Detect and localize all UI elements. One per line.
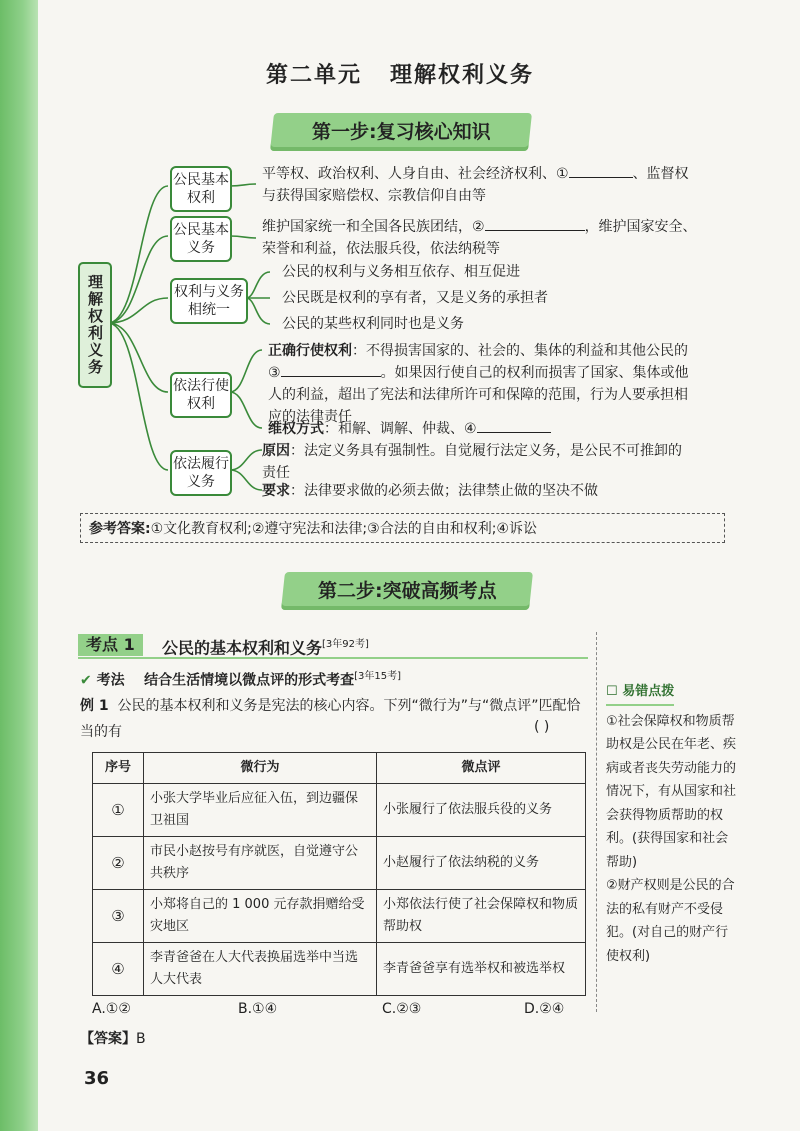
- table-row: [93, 943, 586, 996]
- node-rights-duties-unity: 权利与义务相统一: [170, 278, 248, 324]
- n4-text: [268, 340, 734, 428]
- branch-5: [108, 323, 168, 470]
- column-divider: [596, 632, 597, 1012]
- step2-text: 第二步:突破高频考点: [317, 580, 497, 602]
- sidebar-title: [606, 680, 674, 706]
- sidebar-para-2: ②财产权则是公民的合法的私有财产不受侵犯。(对自己的财产行使权利): [606, 878, 735, 964]
- leaf-5a: [230, 450, 262, 470]
- n5-text-3: ：法律要求做的必须去做；法律禁止做的坚决不做: [290, 483, 598, 499]
- reference-answer-box: [80, 513, 725, 543]
- leaf-5b: [230, 470, 262, 490]
- n4-text-2b: 。如果因行使自己的权利而损害了国家、集体或他: [380, 365, 689, 381]
- kaodian-title: [162, 634, 369, 659]
- n5-requirement: [262, 480, 598, 502]
- kaodian-header: [78, 632, 588, 658]
- page-number: 36: [84, 1068, 110, 1089]
- answer-value: B: [136, 1031, 146, 1047]
- example-text: 公民的基本权利和义务是宪法的核心内容。下列“微行为”与“微点评”匹配恰当的有: [80, 698, 581, 740]
- kaodian-underline: [78, 657, 588, 659]
- row-num: ④: [93, 943, 144, 996]
- kaofa-label: 考法: [96, 672, 125, 689]
- n4-text-3: 人的利益，超出了宪法和法律所许可和保障的范围，行为人要承担相: [268, 387, 688, 403]
- example-question: [80, 693, 590, 745]
- option-c[interactable]: C.②③: [382, 1001, 422, 1017]
- leaf-4a: [230, 350, 262, 392]
- table-row: [93, 837, 586, 890]
- kaodian-title-text: 公民的基本权利和义务: [162, 638, 323, 658]
- n1-text-a: 平等权、政治权利、人身自由、社会经济权利、①: [262, 166, 569, 182]
- leaf-1: [230, 184, 256, 186]
- row-num: ②: [93, 837, 144, 890]
- n2-text-a: 维护国家统一和全国各民族团结，②: [262, 219, 485, 235]
- row-num: ③: [93, 890, 144, 943]
- kaofa-frequency: [3年15考]: [354, 671, 401, 682]
- n5-text: [262, 440, 732, 484]
- n5-label-requirement: 要求: [262, 483, 290, 499]
- error-tips-sidebar: [606, 680, 740, 968]
- col-header-comment: 微点评: [377, 753, 586, 784]
- option-b[interactable]: B.①④: [238, 1001, 278, 1017]
- n5-text-2: 责任: [262, 465, 290, 481]
- n2-text: [262, 216, 732, 260]
- unit-name: 理解权利义务: [390, 63, 535, 88]
- n1-text-b: 、监督权: [632, 166, 689, 182]
- blank-3[interactable]: [281, 362, 381, 377]
- example-label: 例 1: [80, 698, 109, 714]
- node-basic-duties: 公民基本义务: [170, 216, 232, 262]
- blank-4[interactable]: [477, 418, 551, 433]
- n2-text-b: ，维护国家安全、: [584, 219, 697, 235]
- row-act: 小郑将自己的 1 000 元存款捐赠给受灾地区: [144, 890, 377, 943]
- n3-item-2: 公民既是权利的享有者，又是义务的承担者: [282, 290, 548, 306]
- kaodian-frequency: [3年92考]: [322, 639, 369, 650]
- reference-answer-label: 参考答案:: [89, 521, 151, 537]
- note-icon: ☐: [606, 684, 618, 699]
- kaofa-line: [80, 667, 401, 690]
- row-comment: 小赵履行了依法纳税的义务: [377, 837, 586, 890]
- example-table: [92, 752, 586, 996]
- node-exercise-rights: 依法行使权利: [170, 372, 232, 418]
- answer-label: 【答案】: [80, 1031, 136, 1047]
- answer-paren[interactable]: ( ): [534, 719, 550, 735]
- n2-text-c: 荣誉和利益，依法服兵役，依法纳税等: [262, 241, 500, 257]
- n3-item-1: 公民的权利与义务相互依存、相互促进: [282, 264, 520, 280]
- leaf-2: [230, 236, 256, 238]
- row-act: 小张大学毕业后应征入伍，到边疆保卫祖国: [144, 784, 377, 837]
- n4-label-correct: 正确行使权利: [268, 343, 352, 359]
- reference-answer-text: ①文化教育权利;②遵守宪法和法律;③合法的自由和权利;④诉讼: [150, 521, 537, 537]
- n3-item-3: 公民的某些权利同时也是义务: [282, 316, 464, 332]
- table-row: [93, 890, 586, 943]
- n4-text-5: ：和解、调解、仲裁、④: [324, 421, 477, 437]
- row-act: 市民小赵按号有序就医，自觉遵守公共秩序: [144, 837, 377, 890]
- row-comment: 小郑依法行使了社会保障权和物质帮助权: [377, 890, 586, 943]
- sidebar-title-text: 易错点拨: [622, 684, 675, 699]
- n4-text-1: ：不得损害国家的、社会的、集体的利益和其他公民的: [352, 343, 688, 359]
- kaodian-tag: 考点 1: [78, 634, 143, 656]
- blank-2[interactable]: [485, 216, 585, 231]
- n4-text-4: 应的法律责任: [268, 409, 352, 425]
- n5-text-1: ：法定义务具有强制性。自觉履行法定义务，是公民不可推卸的: [290, 443, 682, 459]
- step2-banner: [281, 572, 533, 610]
- col-header-num: 序号: [93, 753, 144, 784]
- check-icon: ✔: [80, 672, 92, 689]
- leaf-3a: [246, 272, 270, 298]
- option-d[interactable]: D.②④: [524, 1001, 565, 1017]
- node-basic-rights: 公民基本权利: [170, 166, 232, 212]
- row-num: ①: [93, 784, 144, 837]
- n4-text-2a: ③: [268, 365, 281, 381]
- table-row: [93, 784, 586, 837]
- unit-number: 第二单元: [265, 63, 362, 88]
- row-act: 李青爸爸在人大代表换届选举中当选人大代表: [144, 943, 377, 996]
- branch-1: [108, 186, 168, 323]
- branch-2: [108, 236, 168, 323]
- row-comment: 小张履行了依法服兵役的义务: [377, 784, 586, 837]
- n1-text: [262, 163, 732, 207]
- sidebar-para-1: ①社会保障权和物质帮助权是公民在年老、疾病或者丧失劳动能力的情况下，有从国家和社会获得物质帮助的权利。(获得国家和社会帮助): [606, 713, 737, 870]
- blank-1[interactable]: [569, 163, 633, 178]
- row-comment: 李青爸爸享有选举权和被选举权: [377, 943, 586, 996]
- option-a[interactable]: A.①②: [92, 1001, 131, 1017]
- leaf-4b: [230, 392, 262, 428]
- table-header-row: [93, 753, 586, 784]
- n4-remedy: [268, 418, 551, 440]
- node-fulfill-duties: 依法履行义务: [170, 450, 232, 496]
- n5-label-reason: 原因: [262, 443, 290, 459]
- kaofa-text: 结合生活情境以微点评的形式考查: [144, 672, 355, 689]
- answer-line: [80, 1028, 146, 1048]
- leaf-3c: [246, 298, 270, 324]
- col-header-act: 微行为: [144, 753, 377, 784]
- n4-label-remedy: 维权方式: [268, 421, 324, 437]
- step1-text: 第一步:复习核心知识: [311, 121, 491, 143]
- mindmap-root: 理解权利义务: [78, 262, 112, 388]
- branch-4: [108, 323, 168, 392]
- n1-text-c: 与获得国家赔偿权、宗教信仰自由等: [262, 188, 486, 204]
